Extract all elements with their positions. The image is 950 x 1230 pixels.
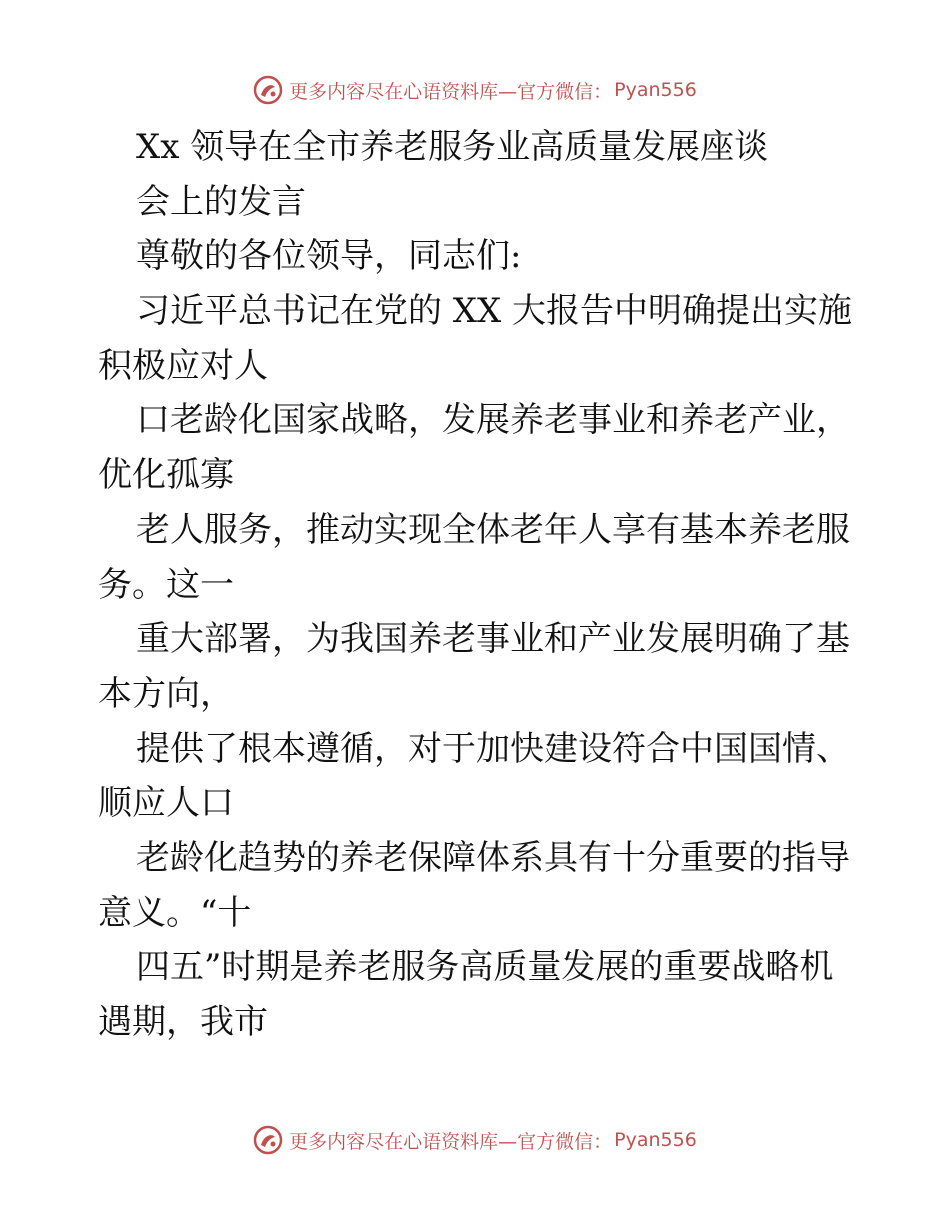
doc-line: 老龄化趋势的养老保障体系具有十分重要的指导	[136, 837, 850, 878]
doc-line: 重大部署，为我国养老事业和产业发展明确了基	[136, 619, 850, 660]
document-body	[98, 120, 858, 1050]
doc-line: 积极应对人	[98, 345, 268, 386]
doc-line: 本方向，	[98, 673, 234, 714]
doc-line: 优化孤寡	[98, 455, 234, 496]
doc-line: 习近平总书记在党的 XX 大报告中明确提出实施	[136, 291, 853, 332]
doc-line: 尊敬的各位领导，同志们:	[136, 236, 522, 277]
watermark-text: 更多内容尽在心语资料库—官方微信：	[289, 1130, 613, 1153]
doc-line: 口老龄化国家战略，发展养老事业和养老产业，	[136, 400, 850, 441]
doc-line: 老人服务，推动实现全体老年人享有基本养老服	[136, 509, 850, 550]
doc-line: 顺应人口	[98, 783, 234, 824]
footer-watermark	[0, 1120, 950, 1160]
red-seal-logo-icon	[253, 75, 283, 105]
doc-line: Xx 领导在全市养老服务业高质量发展座谈	[136, 127, 769, 167]
header-watermark	[0, 70, 950, 110]
red-seal-logo-icon	[253, 1125, 283, 1155]
doc-line: 务。这一	[98, 564, 234, 605]
doc-line: 提供了根本遵循，对于加快建设符合中国国情、	[136, 728, 850, 769]
watermark-handle: Pyan556	[614, 79, 697, 101]
watermark-handle: Pyan556	[614, 1129, 697, 1151]
doc-line: 四五”时期是养老服务高质量发展的重要战略机	[136, 947, 834, 988]
doc-line: 意义。“十	[98, 892, 252, 933]
watermark-text: 更多内容尽在心语资料库—官方微信：	[289, 80, 613, 103]
doc-line: 会上的发言	[136, 181, 306, 222]
doc-line: 遇期，我市	[98, 1002, 268, 1042]
